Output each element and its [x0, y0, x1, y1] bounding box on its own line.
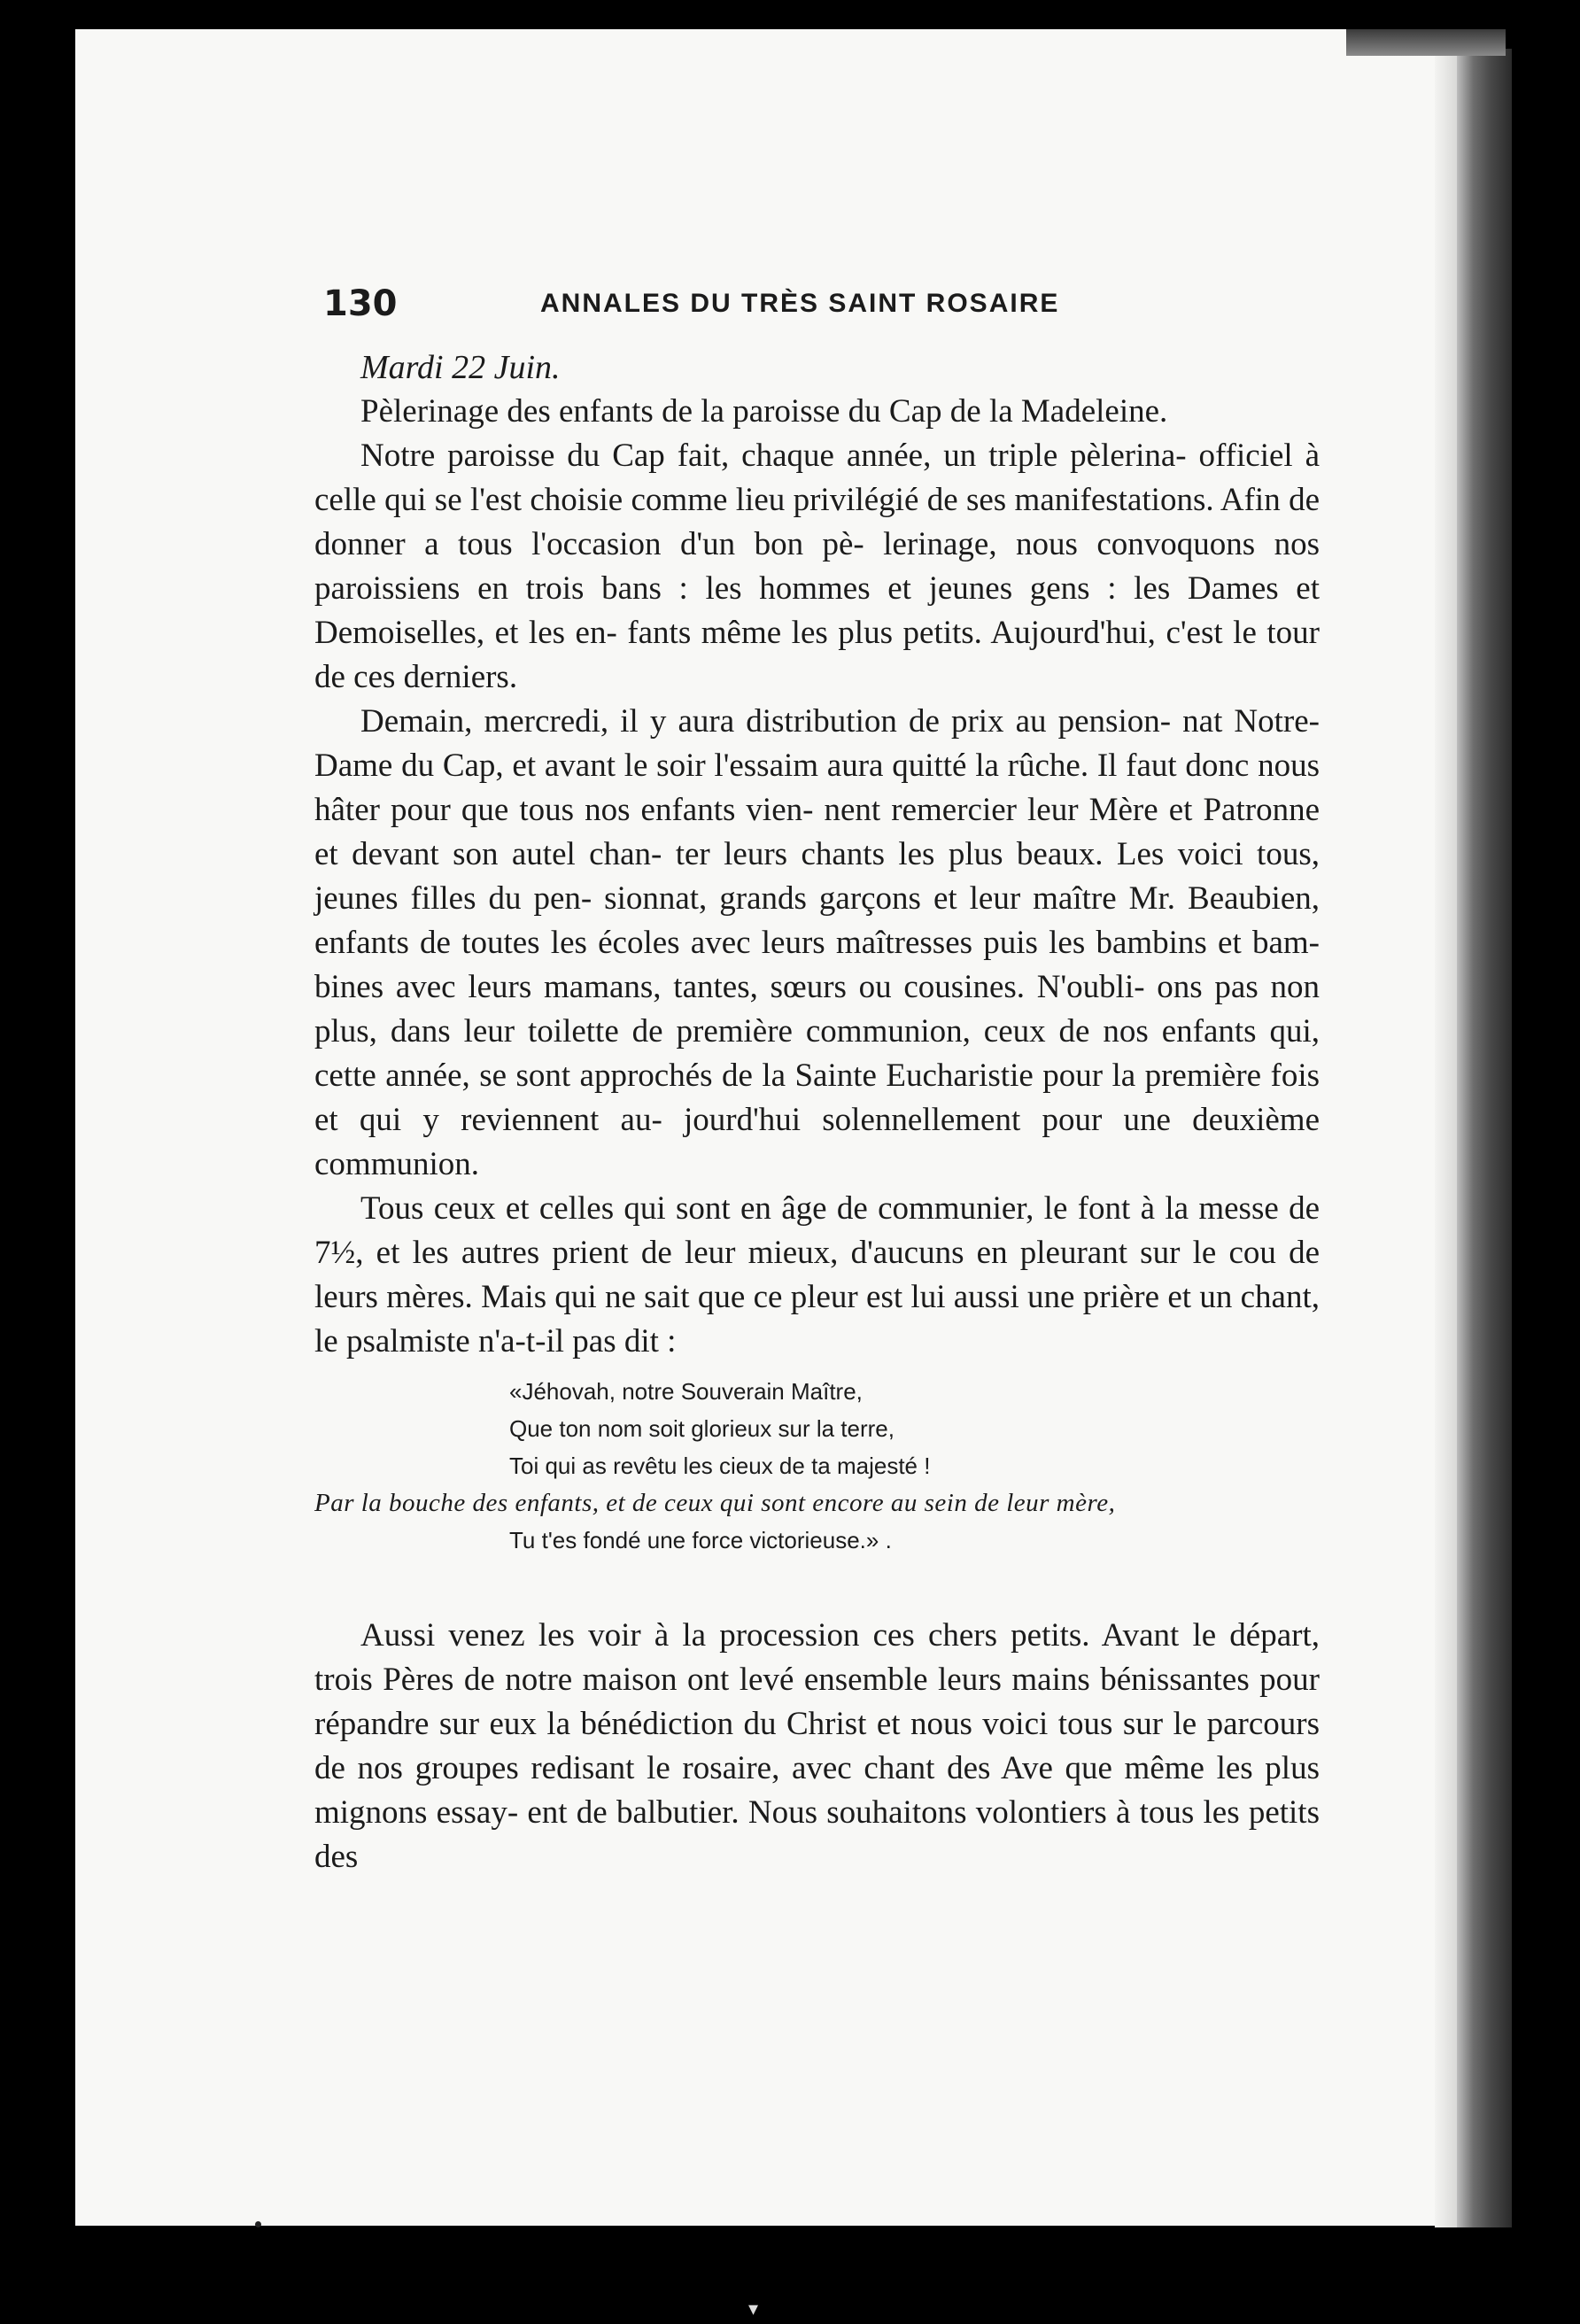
verse-line-4: Par la bouche des enfants, et de ceux qui sont encore au sein de leur mère,: [314, 1489, 1116, 1517]
page-number: 130: [323, 283, 398, 324]
paragraph-4: Tous ceux et celles qui sont en âge de communier, le font à la messe de 7½, et les autres prient de leur mieux, d'aucuns en pleurant sur le cou de leurs mères. Mais qui ne sait que ce pleur est lui aussi une prière et un chant, le psalmiste n'a-t-il pas dit :: [314, 1190, 1320, 1360]
page-edge: [1435, 40, 1460, 2227]
bottom-mark: ▾: [748, 2298, 759, 2320]
ink-dot: [255, 2221, 261, 2227]
verse-line-5: Tu t'es fondé une force victorieuse.» .: [509, 1527, 892, 1553]
paragraph-5: Aussi venez les voir à la procession ces chers petits. Avant le départ, trois Pères de notre maison ont levé ensemble leurs mains bénissantes pour répandre sur eux la bénédiction du Christ et nous voici tous sur le parcours de nos groupes redisant le rosaire, avec chant des Ave que même les plus mignons essay- ent de balbutier. Nous souhaitons volontiers à tous les petits des: [314, 1617, 1320, 1875]
verse-line-2: Que ton nom soit glorieux sur la terre,: [509, 1415, 895, 1442]
paragraph-2: Notre paroisse du Cap fait, chaque année, un triple pèlerina- officiel à celle qui se l'est choisie comme lieu privilégié de ses manifestations. Afin de donner a tous l'occasion d'un bon pè- lerinage, nous convoquons nos paroissiens en trois bans : les hommes et jeunes gens : les Dames et Demoiselles, et les en- fants même les plus petits. Aujourd'hui, c'est le tour de ces derniers.: [314, 438, 1320, 695]
running-head: [314, 283, 1320, 337]
date-heading: Mardi 22 Juin.: [360, 349, 561, 386]
psalm-quote: [314, 1373, 1320, 1559]
top-shadow: [1346, 29, 1506, 56]
running-title: ANNALES DU TRÈS SAINT ROSAIRE: [540, 289, 1060, 318]
verse-line-3: Toi qui as revêtu les cieux de ta majesté !: [509, 1452, 931, 1479]
book-spine: [1457, 49, 1512, 2227]
verse-line-1: «Jéhovah, notre Souverain Maître,: [509, 1378, 863, 1405]
paragraph-3: Demain, mercredi, il y aura distribution de prix au pension- nat Notre-Dame du Cap, et avant le soir l'essaim aura quitté la rûche. Il faut donc nous hâter pour que tous nos enfants vien- nent remercier leur Mère et Patronne et devant son autel chan- ter leurs chants les plus beaux. Les voici tous, jeunes filles du pen- sionnat, grands garçons et leur maître Mr. Beaubien, enfants de toutes les écoles avec leurs maîtresses puis les bambins et bam- bines avec leurs mamans, tantes, sœurs ou cousines. N'oubli- ons pas non plus, dans leur toilette de première communion, ceux de nos enfants qui, cette année, se sont approchés de la Sainte Eucharistie pour la première fois et qui y reviennent au- jourd'hui solennellement pour une deuxième communion.: [314, 703, 1320, 1182]
paragraph-1: Pèlerinage des enfants de la paroisse du Cap de la Madeleine.: [360, 393, 1168, 430]
page-content: [314, 283, 1320, 1879]
